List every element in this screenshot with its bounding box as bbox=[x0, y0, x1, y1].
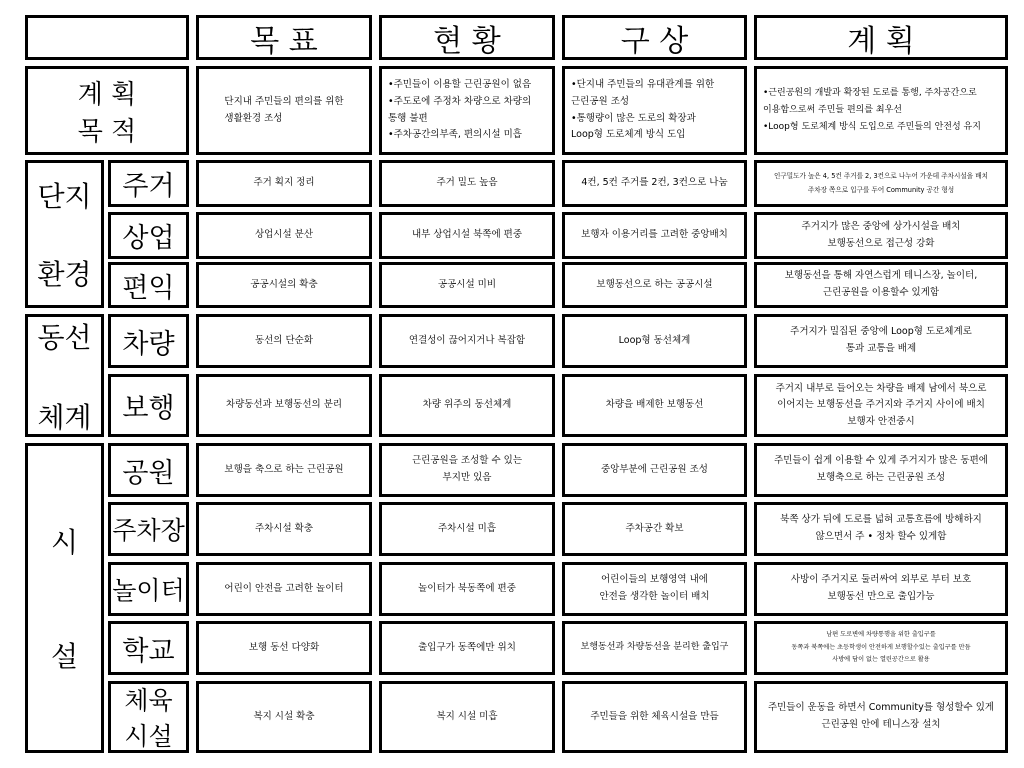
header-plan: 계 획 bbox=[754, 15, 1008, 60]
row-parking-status: 주차시설 미흡 bbox=[379, 502, 555, 556]
row-label-park: 공원 bbox=[108, 443, 189, 497]
purpose-concept-line: 근린공원 조성 bbox=[571, 95, 630, 107]
row-parking-plan bbox=[754, 502, 1008, 556]
row-park-status bbox=[379, 443, 555, 497]
row-parking-plan-line: 북쪽 상가 뒤에 도로를 넓혀 교통흐름에 방해하지 bbox=[780, 514, 982, 526]
row-school-plan-line: 사방에 담이 없는 열린공간으로 활용 bbox=[832, 656, 930, 664]
row-vehicle-concept: Loop형 동선체계 bbox=[562, 314, 747, 368]
row-park-plan-line: 주민들이 쉽게 이용할 수 있게 주거지가 많은 동편에 bbox=[774, 455, 988, 467]
group-circulation bbox=[25, 314, 104, 437]
row-sports-plan-line: 주민들이 운동을 하면서 Community를 형성할수 있게 bbox=[767, 702, 995, 714]
purpose-status-line: •주민들이 이용할 근린공원이 없음 bbox=[388, 79, 532, 91]
group-facility-line: 설 bbox=[50, 640, 79, 673]
row-amenity-plan-line: 보행동선을 통해 자연스럽게 테니스장, 놀이터, bbox=[784, 270, 978, 282]
row-housing-plan-line: 주차장 쪽으로 입구를 두어 Community 공간 형성 bbox=[807, 185, 955, 194]
row-parking-plan-line: 않으면서 주 • 정차 할수 있게함 bbox=[815, 531, 947, 542]
purpose-concept bbox=[562, 66, 747, 155]
purpose-concept-line: •통행량이 많은 도로의 확장과 bbox=[571, 112, 696, 124]
row-playground-plan-line: 사방이 주거지로 둘러싸여 외부로 부터 보호 bbox=[790, 574, 972, 586]
row-parking-concept: 주차공간 확보 bbox=[562, 502, 747, 556]
row-label-playground: 놀이터 bbox=[108, 562, 189, 616]
purpose-status-line: •주도로에 주정차 차량으로 차량의 bbox=[388, 95, 532, 107]
purpose-status-line: •주차공간의부족, 편의시설 미흡 bbox=[388, 129, 522, 141]
purpose-plan bbox=[754, 66, 1008, 155]
row-label-housing: 주거 bbox=[108, 160, 189, 207]
row-label-sports-line: 시설 bbox=[124, 722, 173, 751]
group-circulation-line: 동선 bbox=[37, 320, 92, 354]
purpose-goal bbox=[196, 66, 372, 155]
purpose-plan-line: •Loop형 도로체계 방식 도입으로 주민들의 안전성 유지 bbox=[763, 122, 981, 133]
row-playground-concept-line: 어린이들의 보행영역 내에 bbox=[600, 574, 708, 586]
row-pedestrian-concept: 차량을 배제한 보행동선 bbox=[562, 374, 747, 437]
row-school-concept: 보행동선과 차량동선을 분리한 출입구 bbox=[562, 621, 747, 675]
purpose-status-line: 통행 불편 bbox=[388, 112, 428, 124]
row-sports-plan bbox=[754, 681, 1008, 753]
row-housing-concept: 4컨, 5컨 주거를 2컨, 3컨으로 나눔 bbox=[562, 160, 747, 207]
row-playground-concept bbox=[562, 562, 747, 616]
row-vehicle-status: 연결성이 끊어지거나 복잡함 bbox=[379, 314, 555, 368]
row-label-sports bbox=[108, 681, 189, 753]
row-label-pedestrian: 보행 bbox=[108, 374, 189, 437]
row-commercial-plan-line: 보행동선으로 접근성 강화 bbox=[827, 237, 935, 249]
purpose-label-line2: 목 적 bbox=[77, 116, 137, 147]
row-commercial-status: 내부 상업시설 북쪽에 편중 bbox=[379, 212, 555, 259]
header-status: 현 황 bbox=[379, 15, 555, 60]
row-playground-goal: 어린이 안전을 고려한 놀이터 bbox=[196, 562, 372, 616]
row-sports-goal: 복지 시설 확충 bbox=[196, 681, 372, 753]
row-housing-goal: 주거 획지 정리 bbox=[196, 160, 372, 207]
row-playground-plan bbox=[754, 562, 1008, 616]
row-vehicle-plan bbox=[754, 314, 1008, 368]
row-commercial-plan bbox=[754, 212, 1008, 259]
row-sports-plan-line: 근린공원 안에 테니스장 설치 bbox=[821, 719, 941, 730]
row-pedestrian-plan-line: 이어지는 보행동선을 주거지와 주거지 사이에 배치 bbox=[777, 399, 985, 411]
row-amenity-goal: 공공시설의 확충 bbox=[196, 262, 372, 308]
row-playground-concept-line: 안전을 생각한 놀이터 배치 bbox=[599, 591, 710, 602]
row-pedestrian-goal: 차량동선과 보행동선의 분리 bbox=[196, 374, 372, 437]
group-facility-line: 시 bbox=[50, 526, 79, 559]
row-amenity-concept: 보행동선으로 하는 공공시설 bbox=[562, 262, 747, 308]
group-complex-line: 단지 bbox=[37, 180, 92, 213]
row-pedestrian-plan-line: 주거지 내부로 들어오는 차량을 배제 남에서 북으로 bbox=[775, 382, 987, 394]
row-school-plan-line: 남편 도로변에 차량통행을 위한 출입구를 bbox=[826, 631, 936, 639]
row-sports-status: 복지 시설 미흡 bbox=[379, 681, 555, 753]
row-label-sports-line: 체육 bbox=[124, 686, 173, 715]
header-goal: 목 표 bbox=[196, 15, 372, 60]
row-housing-plan-line: 인구밀도가 높은 4, 5컨 주거를 2, 3컨으로 나누어 가운데 주차시설을 배치 bbox=[774, 172, 988, 181]
purpose-label-line1: 계 획 bbox=[77, 79, 137, 110]
purpose-concept-line: Loop형 도로체계 방식 도입 bbox=[571, 129, 686, 141]
group-complex-environment bbox=[25, 160, 104, 308]
row-vehicle-plan-line: 주거지가 밀집된 중앙에 Loop형 도로체계로 bbox=[790, 326, 972, 338]
row-pedestrian-plan-line: 보행자 안전중시 bbox=[847, 415, 915, 427]
row-housing-plan bbox=[754, 160, 1008, 207]
row-vehicle-goal: 동선의 단순화 bbox=[196, 314, 372, 368]
row-school-plan bbox=[754, 621, 1008, 675]
purpose-plan-line: 이용함으로써 주민들 편의를 최우선 bbox=[763, 104, 902, 115]
purpose-status bbox=[379, 66, 555, 155]
header-concept: 구 상 bbox=[562, 15, 747, 60]
row-park-status-line: 부지만 있음 bbox=[442, 472, 492, 483]
group-facility bbox=[25, 443, 104, 753]
row-pedestrian-status: 차량 위주의 동선체계 bbox=[379, 374, 555, 437]
row-amenity-plan-line: 근린공원을 이용할수 있게함 bbox=[822, 287, 940, 298]
row-school-plan-line: 동쪽과 북쪽에는 초등학생이 안전하게 보행할수있는 출입구를 만듬 bbox=[791, 643, 971, 651]
row-park-status-line: 근린공원을 조성할 수 있는 bbox=[411, 455, 522, 467]
group-complex-line: 환경 bbox=[37, 258, 92, 291]
row-park-plan bbox=[754, 443, 1008, 497]
row-commercial-concept: 보행자 이용거리를 고려한 중앙배치 bbox=[562, 212, 747, 259]
row-commercial-plan-line: 주거지가 많은 중앙에 상가시설을 배치 bbox=[801, 220, 961, 232]
row-label-commercial: 상업 bbox=[108, 212, 189, 259]
row-vehicle-plan-line: 통과 교통을 배제 bbox=[845, 343, 917, 354]
row-label-parking: 주차장 bbox=[108, 502, 189, 556]
purpose-plan-line: •근린공원의 개발과 확장된 도로를 통행, 주차공간으로 bbox=[763, 87, 977, 98]
group-circulation-line: 체계 bbox=[37, 400, 92, 434]
row-parking-goal: 주차시설 확충 bbox=[196, 502, 372, 556]
row-playground-status: 놀이터가 북동쪽에 편중 bbox=[379, 562, 555, 616]
row-label-amenity: 편익 bbox=[108, 262, 189, 308]
row-label-school: 학교 bbox=[108, 621, 189, 675]
purpose-goal-line: 생활환경 조성 bbox=[224, 112, 283, 124]
row-park-goal: 보행을 축으로 하는 근린공원 bbox=[196, 443, 372, 497]
row-amenity-plan bbox=[754, 262, 1008, 308]
row-park-plan-line: 보행축으로 하는 근린공원 조성 bbox=[816, 472, 946, 483]
row-school-status: 출입구가 동쪽에만 위치 bbox=[379, 621, 555, 675]
row-park-concept: 중앙부분에 근린공원 조성 bbox=[562, 443, 747, 497]
row-commercial-goal: 상업시설 분산 bbox=[196, 212, 372, 259]
row-amenity-status: 공공시설 미비 bbox=[379, 262, 555, 308]
row-playground-plan-line: 보행동선 만으로 출입가능 bbox=[827, 591, 935, 602]
row-sports-concept: 주민들을 위한 체육시설을 만듬 bbox=[562, 681, 747, 753]
purpose-goal-line: 단지내 주민들의 편의를 위한 bbox=[224, 95, 344, 107]
row-housing-status: 주거 밀도 높음 bbox=[379, 160, 555, 207]
row-school-goal: 보행 동선 다양화 bbox=[196, 621, 372, 675]
row-pedestrian-plan bbox=[754, 374, 1008, 437]
purpose-concept-line: •단지내 주민들의 유대관계를 위한 bbox=[571, 79, 715, 91]
purpose-label bbox=[25, 66, 189, 155]
header-corner bbox=[25, 15, 189, 60]
row-label-vehicle: 차량 bbox=[108, 314, 189, 368]
